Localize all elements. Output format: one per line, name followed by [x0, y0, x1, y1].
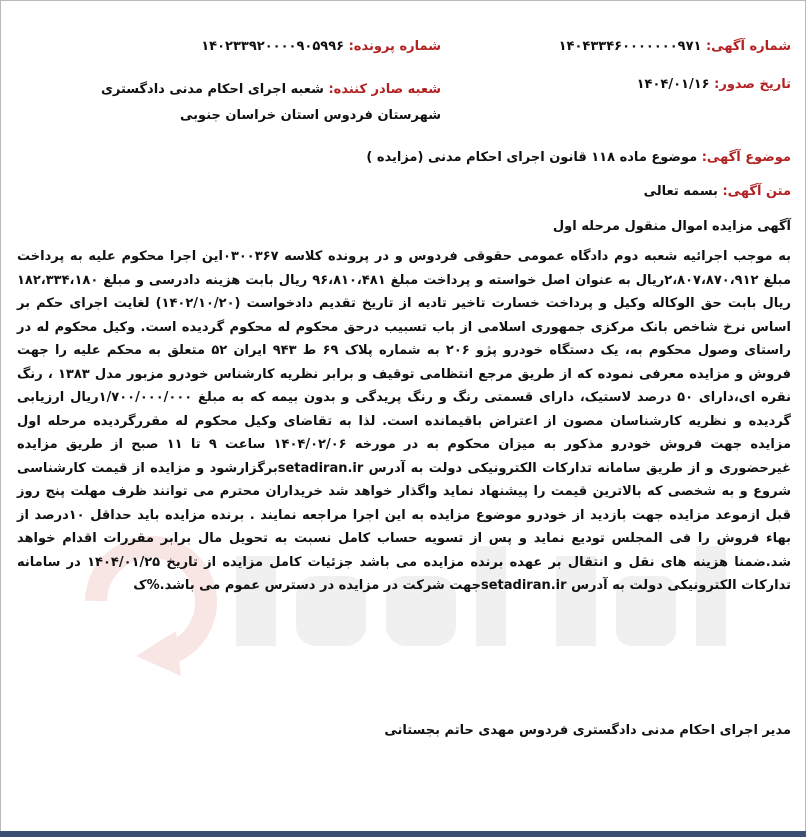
ad-number-row	[559, 39, 791, 54]
file-number-label: شماره پرونده:	[348, 39, 441, 54]
signature: مدیر اجرای احکام مدنی دادگستری فردوس مهدی حاتم بجستانی	[384, 723, 791, 738]
text-value: بسمه تعالی	[643, 184, 718, 199]
subject-row	[366, 150, 791, 165]
issuer-row	[81, 77, 441, 129]
ad-number-value: ۱۴۰۴۳۳۴۶۰۰۰۰۰۰۰۹۷۱	[558, 39, 702, 54]
issue-date-value: ۱۴۰۴/۰۱/۱۶	[636, 77, 710, 92]
issuer-value: شعبه اجرای احکام مدنی دادگستری شهرستان فردوس استان خراسان جنوبی	[100, 82, 441, 123]
text-label: متن آگهی:	[722, 184, 791, 199]
subject-value: موضوع ماده ۱۱۸ قانون اجرای احکام مدنی (مزایده )	[366, 150, 698, 165]
ad-number-label: شماره آگهی:	[705, 39, 791, 54]
issue-date-label: تاریخ صدور:	[714, 77, 791, 92]
subject-label: موضوع آگهی:	[701, 150, 791, 165]
issue-date-row	[637, 77, 791, 92]
text-row	[644, 184, 791, 199]
notice-body: به موجب اجرائیه شعبه دوم دادگاه عمومی حقوقی فردوس و در پرونده کلاسه ۰۳۰۰۳۶۷این اجرا محکوم علیه به پرداخت مبلغ ۲،۸۰۷،۸۷۰،۹۱۲ریال به عنوان اصل خواسته و پرداخت مبلغ ۹۶،۸۱۰،۴۸۱ ریال بابت هزینه دادرسی و مبلغ ۱۸۲،۳۳۴،۱۸۰ ریال بابت حق الوکاله وکیل و پرداخت خسارت تاخیر تادیه از تاریخ تقدیم دادخواست (۱۴۰۲/۱۰/۲۰) لغایت اجرای حکم بر اساس نرخ شاخص بانک مرکزی جمهوری اسلامی از باب تسبیب درحق محکوم له محکوم گردیده است. وکیل محکوم له در راستای وصول محکوم به، یک دستگاه خودرو پژو ۲۰۶ به شماره پلاک ۶۹ ط ۹۴۳ ایران ۵۲ متعلق به محکم علیه را جهت فروش و مزایده معرفی نموده که از طریق مرجع انتظامی توقیف و برابر نظریه کارشناس خودرو مزبور مدل ۱۳۸۳ ، رنگ نقره ای،دارای ۵۰ درصد لاستیک، دارای قسمتی رنگ و رنگ پریدگی و بدون بیمه که به مبلغ ۱/۷۰۰/۰۰۰/۰۰۰ریال ارزیابی گردیده و نظریه کارشناسان مصون از اعتراض باقیمانده است. لذا به تقاضای وکیل محکوم له مقررگردیده مرحله اول مزایده جهت فروش خودرو مذکور به میزان محکوم به در مورخه ۱۴۰۴/۰۲/۰۶ ساعت ۹ تا ۱۱ صبح از طریق مزایده غیرحضوری و از طریق سامانه تدارکات الکترونیکی دولت به آدرس setadiran.irبرگزارشود و مزایده از قیمت کارشناسی شروع و به شخصی که بالاترین قیمت را پیشنهاد نماید واگذار خواهد شد خریداران محترم می توانند ظرف مهلت پنج روز قبل ازموعد مزایده جهت بازدید از خودرو موضوع مزایده به این اجرا مراجعه نمایند . برنده مزایده باید حداقل ۱۰درصد از بهاء فروش را فی المجلس تودیع نماید و پس از تسویه حساب کامل نسبت به تحویل مال برابر مقررات اقدام خواهد شد.ضمنا هزینه های نقل و انتقال بر عهده برنده مزایده می باشد جزئیات کامل مزایده از تاریخ ۱۴۰۴/۰۱/۲۵ در سامانه تدارکات الکترونیکی دولت به آدرس setadiran.irجهت شرکت در مزایده در دسترس عموم می باشد.%ک	[17, 249, 792, 593]
file-number-row	[201, 39, 441, 54]
file-number-value: ۱۴۰۲۳۳۹۲۰۰۰۰۹۰۵۹۹۶	[201, 39, 345, 54]
notice-heading: آگهی مزایده اموال منقول مرحله اول	[552, 219, 791, 234]
issuer-label: شعبه صادر کننده:	[328, 82, 441, 97]
bottom-bar	[0, 831, 806, 837]
